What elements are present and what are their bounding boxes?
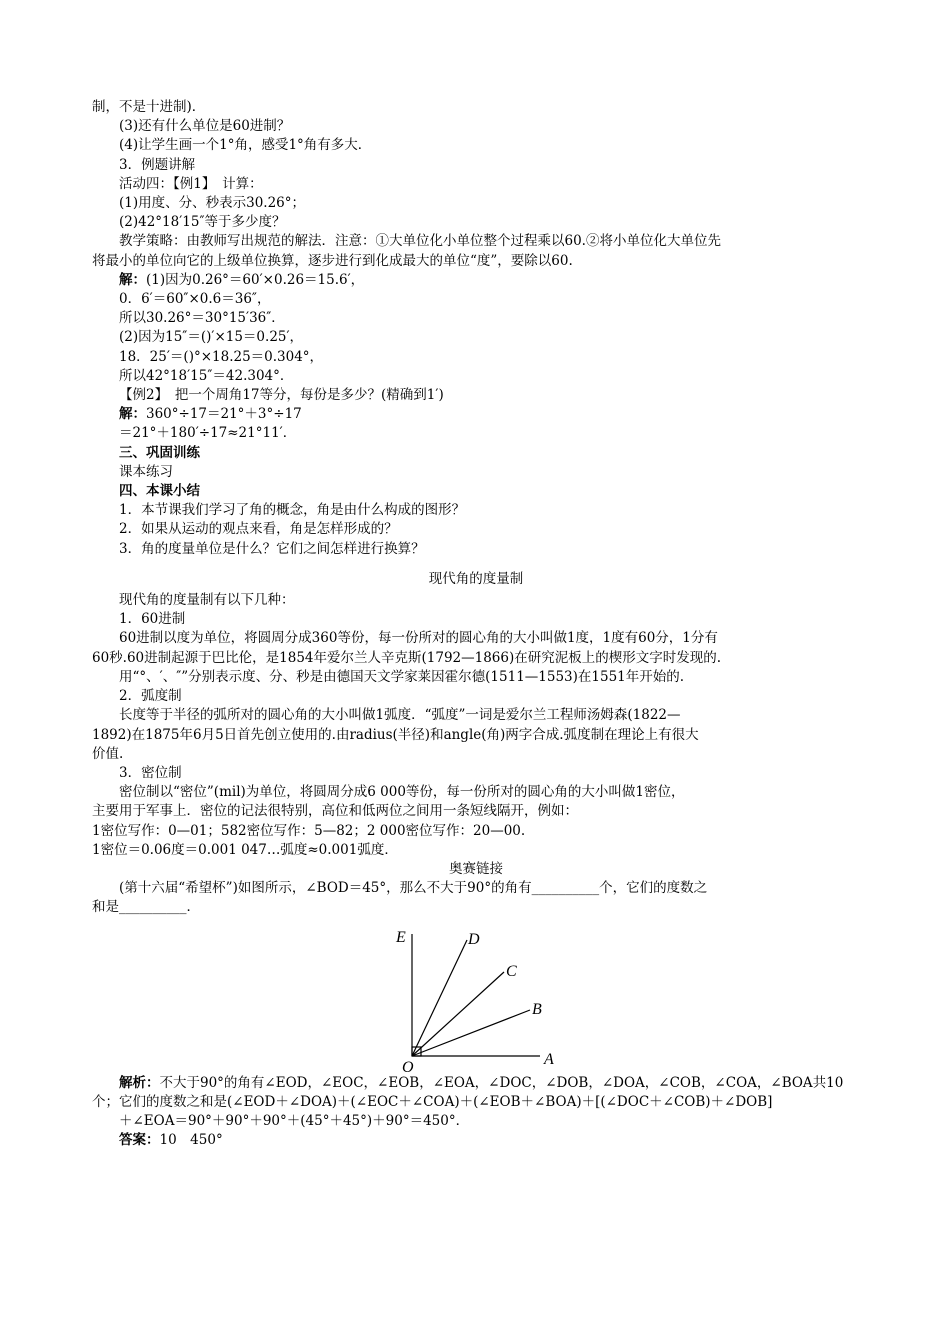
ray-oc bbox=[412, 972, 504, 1056]
olympiad-question-line2: 和是__________． bbox=[92, 899, 200, 916]
solution1-line-2: (2)因为15″＝()′×15＝0.25′， bbox=[119, 329, 304, 346]
label-d: D bbox=[468, 930, 480, 948]
solution2-first-text: 360°÷17＝21°＋3°÷17 bbox=[146, 406, 302, 423]
solution1-line-3: 18．25′＝()°×18.25＝0.304°， bbox=[119, 348, 324, 365]
label-a: A bbox=[544, 1050, 554, 1068]
solution1-first-text: (1)因为0.26°＝60′×0.26＝15.6′， bbox=[146, 271, 365, 288]
article-p1-line3: 用“°、′、″”分别表示度、分、秒是由德国天文学家莱因霍尔德(1511—1553)在1551年开始的. bbox=[119, 668, 685, 685]
section3-heading: 三、巩固训练 bbox=[119, 444, 200, 461]
answer-line bbox=[92, 1131, 860, 1150]
teaching-strategy-line2: 将最小的单位向它的上级单位换算，逐步进行到化成最大的单位“度”，要除以60. bbox=[92, 252, 573, 269]
ray-od bbox=[412, 940, 467, 1056]
article-p1-line2: 60秒.60进制起源于巴比伦，是1854年爱尔兰人辛克斯(1792—1866)在研究泥板上的楔形文字时发现的. bbox=[92, 649, 722, 666]
angle-figure bbox=[92, 922, 860, 1074]
article-sub3: 3．密位制 bbox=[119, 764, 182, 781]
section3-body: 课本练习 bbox=[119, 463, 173, 480]
label-o: O bbox=[402, 1058, 414, 1072]
summary-item-1: 1．本节课我们学习了角的概念，角是由什么构成的图形？ bbox=[119, 502, 466, 519]
line-top-4: 活动四：【例1】 计算： bbox=[119, 175, 263, 192]
summary-item-3: 3．角的度量单位是什么？它们之间怎样进行换算？ bbox=[119, 540, 425, 557]
article-p3-line2: 主要用于军事上．密位的记法很特别，高位和低两位之间用一条短线隔开，例如： bbox=[92, 803, 578, 820]
article-p2-line2: 1892)在1875年6月5日首先创立使用的.由radius(半径)和angle(角)两字合成.弧度制在理论上有很大 bbox=[92, 726, 699, 743]
example2-question: 【例2】 把一个周角17等分，每份是多少？(精确到1′) bbox=[119, 387, 444, 404]
article-p3-line3: 1密位写作：0—01；582密位写作：5—82；2 000密位写作：20—00. bbox=[92, 822, 526, 839]
solution1-line-1: 所以30.26°＝30°15′36″． bbox=[119, 310, 285, 327]
article-p2-line3: 价值. bbox=[92, 745, 124, 762]
answer-value: 10 450° bbox=[159, 1132, 223, 1149]
answer-label: 答案： bbox=[119, 1132, 160, 1149]
solution1-first-line bbox=[92, 271, 860, 290]
section4-heading: 四、本课小结 bbox=[119, 483, 200, 500]
line-top-6: (2)42°18′15″等于多少度？ bbox=[119, 214, 286, 231]
analysis-line1 bbox=[92, 1074, 860, 1093]
angle-diagram bbox=[392, 922, 572, 1072]
solution-label: 解： bbox=[119, 406, 146, 423]
article-p1-line1: 60进制以度为单位，将圆周分成360等份，每一份所对的圆心角的大小叫做1度，1度有60分，1分有 bbox=[119, 630, 718, 647]
analysis-line1-text: 不大于90°的角有∠EOD，∠EOC，∠EOB，∠EOA，∠DOC，∠DOB，∠DOA，∠COB，∠COA，∠BOA共10 bbox=[159, 1074, 844, 1091]
analysis-line3: ＋∠EOA＝90°＋90°＋90°＋(45°＋45°)＋90°＝450°． bbox=[119, 1112, 470, 1129]
analysis-line2: 个；它们的度数之和是(∠EOD＋∠DOA)＋(∠EOC＋∠COA)＋(∠EOB＋∠BOA)＋[(∠DOC＋∠COB)＋∠DOB] bbox=[92, 1093, 773, 1110]
label-b: B bbox=[532, 1000, 542, 1018]
olympiad-question-line1: (第十六届“希望杯”)如图所示，∠BOD＝45°，那么不大于90°的角有__________个，它们的度数之 bbox=[119, 880, 708, 897]
line-top-3: 3．例题讲解 bbox=[119, 156, 196, 173]
article-p3-line4: 1密位＝0.06度＝0.001 047…弧度≈0.001弧度． bbox=[92, 841, 398, 858]
line-top-2: (4)让学生画一个1°角，感受1°角有多大． bbox=[119, 137, 372, 154]
analysis-label: 解析： bbox=[119, 1074, 160, 1091]
solution2-second-line: ＝21°＋180′÷17≈21°11′． bbox=[119, 425, 297, 442]
article-p2-line1: 长度等于半径的弧所对的圆心角的大小叫做1弧度．“弧度”一词是爱尔兰工程师汤姆森(1822— bbox=[119, 707, 681, 724]
line-top-1: (3)还有什么单位是60进制？ bbox=[119, 118, 291, 135]
article-sub2: 2．弧度制 bbox=[119, 688, 182, 705]
summary-item-2: 2．如果从运动的观点来看，角是怎样形成的？ bbox=[119, 521, 398, 538]
label-e: E bbox=[396, 928, 406, 946]
article-title: 现代角的度量制 bbox=[428, 570, 524, 587]
line-top-0: 制，不是十进制)． bbox=[92, 99, 206, 115]
solution-label: 解： bbox=[119, 271, 146, 288]
article-sub1: 1．60进制 bbox=[119, 611, 186, 628]
olympiad-title: 奥赛链接 bbox=[449, 860, 503, 877]
ray-ob bbox=[412, 1010, 530, 1056]
document-page bbox=[92, 98, 860, 1150]
article-intro: 现代角的度量制有以下几种： bbox=[119, 592, 295, 609]
article-p3-line1: 密位制以“密位”(mil)为单位，将圆周分成6 000等份，每一份所对的圆心角的大小叫做1密位， bbox=[119, 784, 685, 801]
line-top-5: (1)用度、分、秒表示30.26°； bbox=[119, 195, 306, 212]
solution1-line-0: 0．6′＝60″×0.6＝36″， bbox=[119, 291, 271, 308]
teaching-strategy-line1: 教学策略：由教师写出规范的解法．注意：①大单位化小单位整个过程乘以60.②将小单位化大单位先 bbox=[119, 233, 721, 250]
label-c: C bbox=[506, 962, 517, 980]
solution2-first-line bbox=[92, 405, 860, 424]
solution1-line-4: 所以42°18′15″＝42.304°． bbox=[119, 367, 294, 384]
